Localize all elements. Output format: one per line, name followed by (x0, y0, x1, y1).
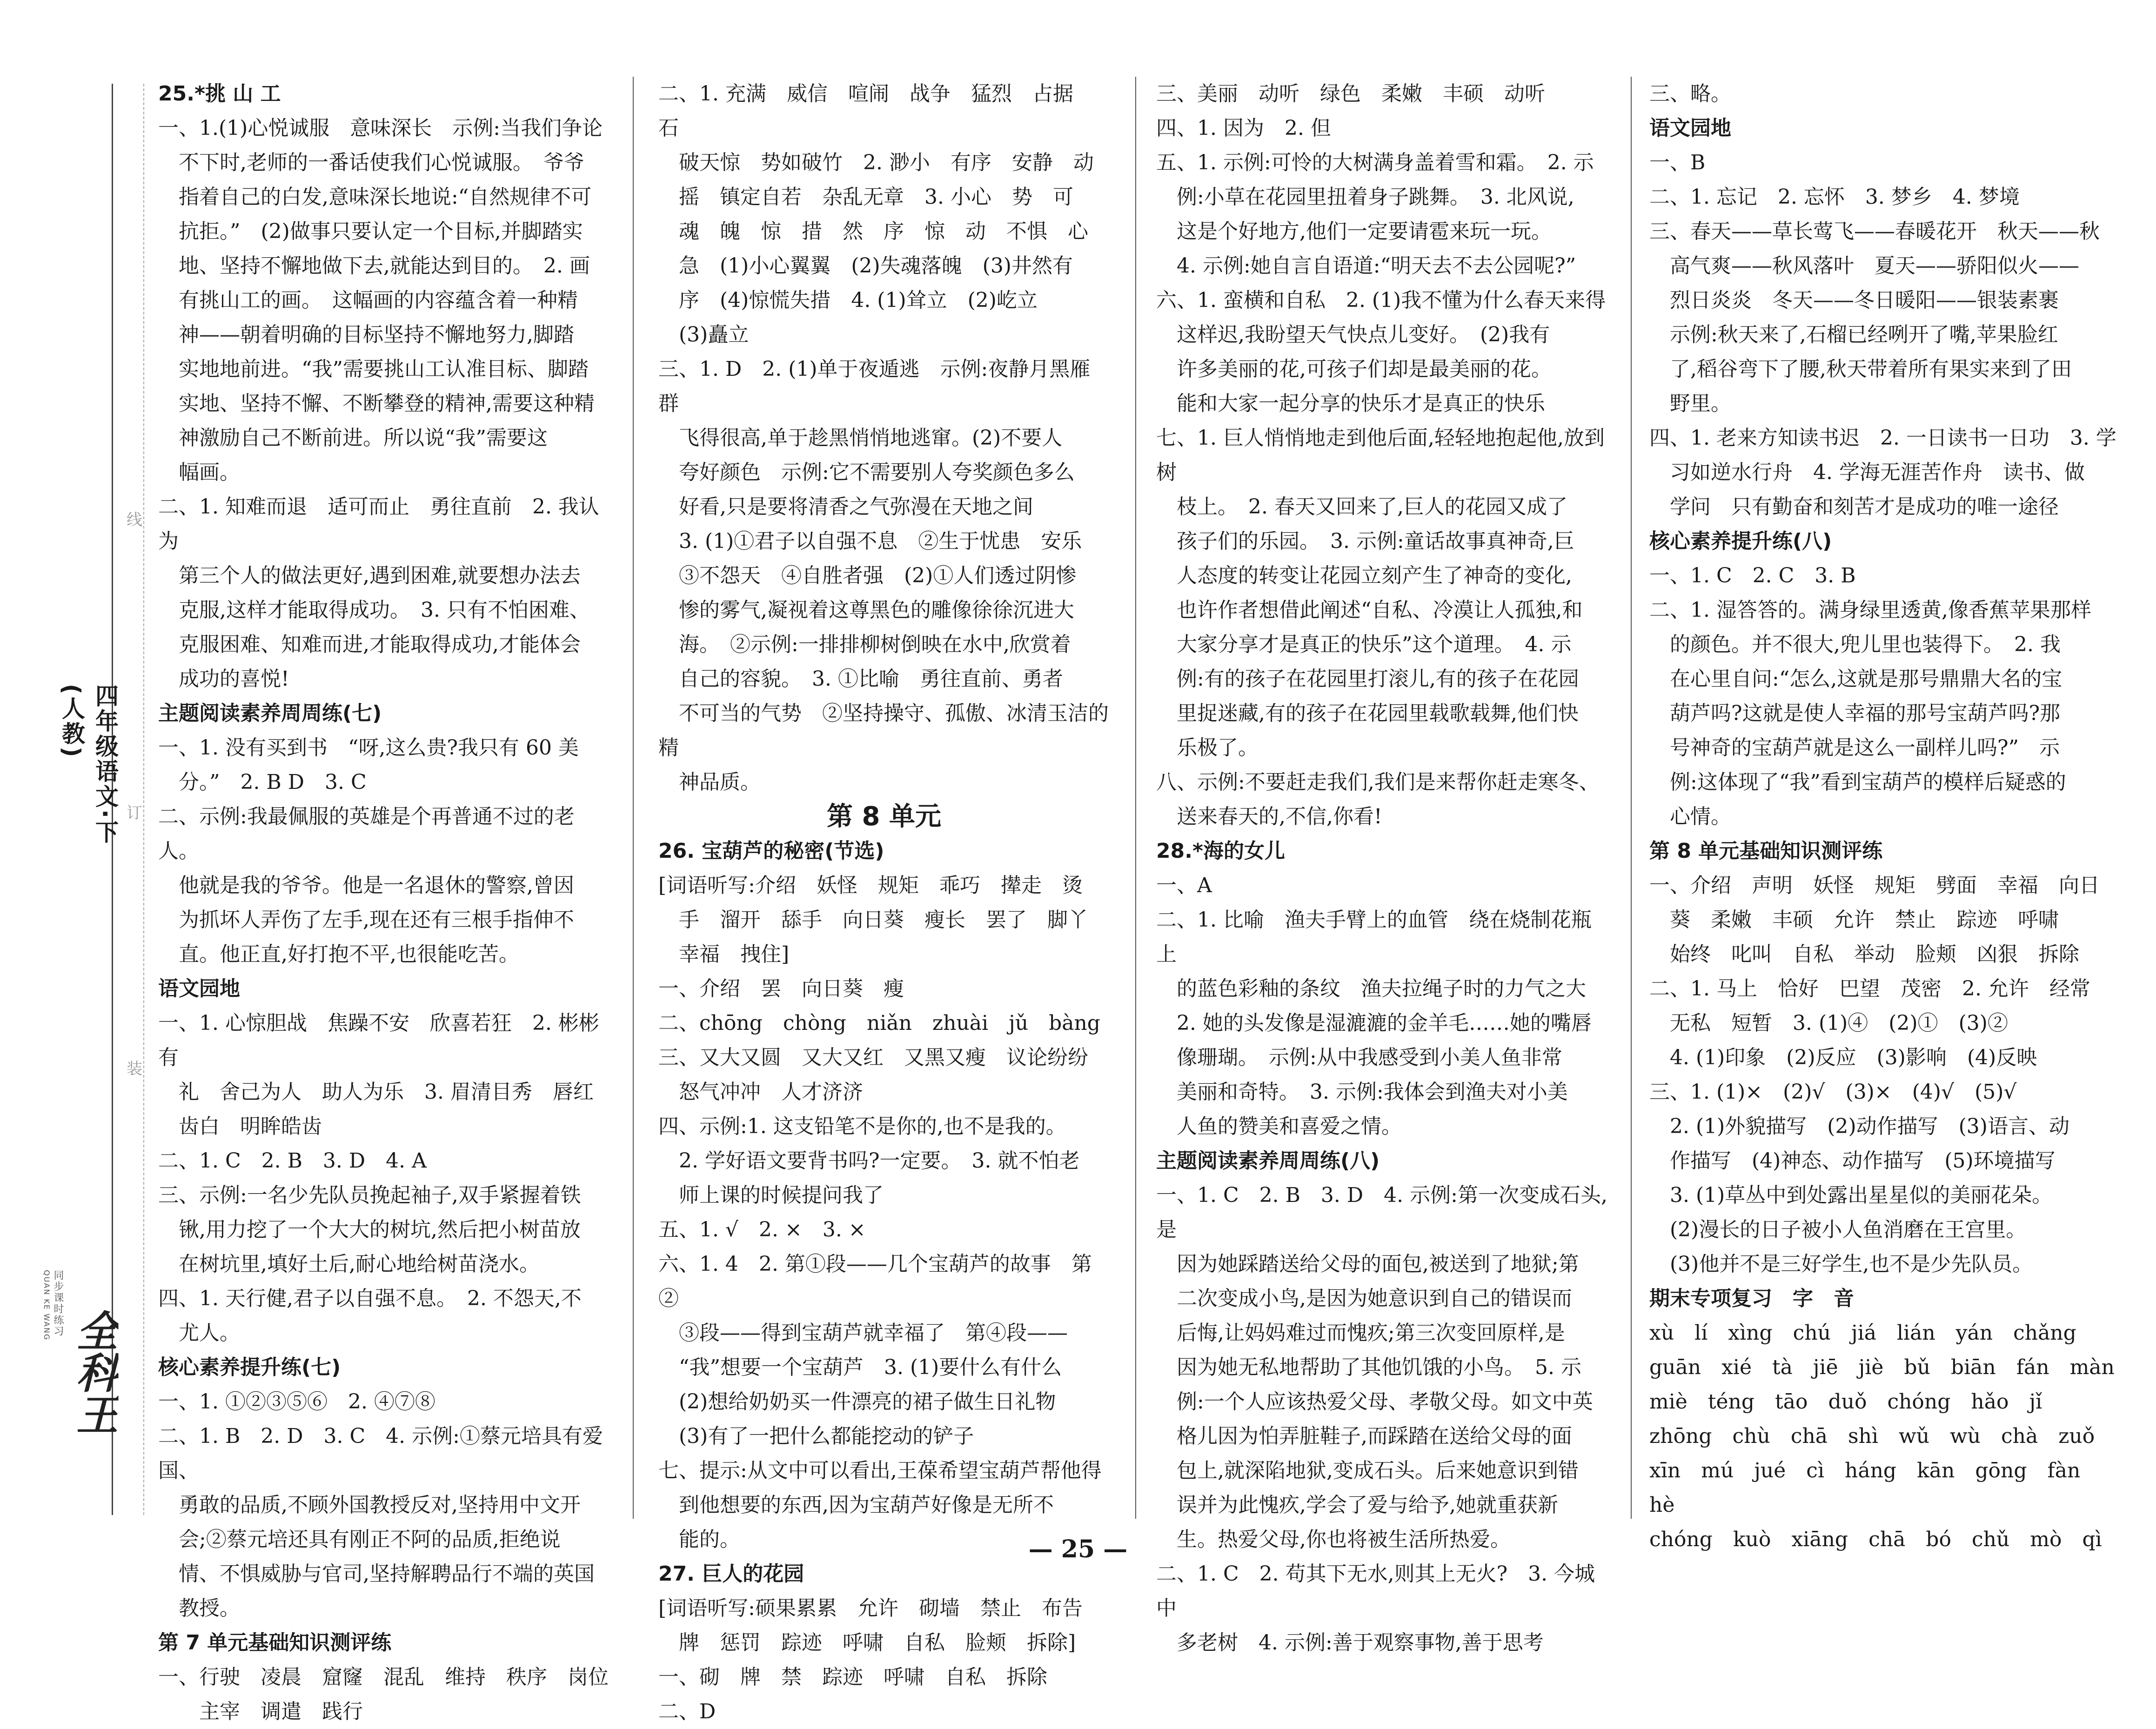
answer-block: 一、B (1649, 151, 1706, 174)
section-heading: 27. 巨人的花园 (658, 1562, 804, 1586)
answer-block: xù lí xìng chú jiá lián yán chǎng guān xié tà jiē jiè bǔ biān fán màn miè téng tāo duǒ chóng hǎo jǐ zhōng chù chā shì wǔ wù chà zuǒ xīn mú jué cì háng kān gōng fàn hè chóng kuò xiāng chā bó chǔ mò qì (1649, 1321, 2115, 1551)
binding-mark-line: 线 (127, 511, 142, 529)
answer-column-3 (1156, 77, 1607, 1660)
section-heading: 语文园地 (1649, 116, 1731, 140)
answer-block: 二、chōng chòng niǎn zhuài jǔ bàng (658, 1011, 1100, 1035)
section-heading: 第 8 单元基础知识测评练 (1649, 839, 1883, 863)
answer-block: 一、1. 没有买到书 “呀,这么贵?我只有 60 美 分。” 2. B D 3. C (158, 736, 579, 794)
answer-column-2 (658, 77, 1110, 1729)
answer-block: [词语听写:硕果累累 允许 砌墙 禁止 布告 牌 惩罚 踪迹 呼啸 自私 脸颊 拆除] (658, 1596, 1083, 1655)
answer-block: 二、D (658, 1700, 716, 1723)
section-heading: 28.*海的女儿 (1156, 839, 1285, 863)
answer-block: 六、1. 4 2. 第①段——几个宝葫芦的故事 第② ③段——得到宝葫芦就幸福了 第④段—— “我”想要一个宝葫芦 3. (1)要什么有什么 (2)想给奶奶买一件漂亮的裙子做生日礼物 (3)有了一把什么都能挖动的铲子 (658, 1252, 1092, 1448)
section-heading: 期末专项复习 字 音 (1649, 1287, 1854, 1310)
section-heading: 核心素养提升练(七) (158, 1355, 341, 1379)
answer-block: 二、1. C 2. B 3. D 4. A (158, 1149, 427, 1173)
answer-block: 一、砌 牌 禁 踪迹 呼啸 自私 拆除 (658, 1665, 1047, 1689)
section-heading: 主题阅读素养周周练(七) (158, 701, 382, 725)
answer-block: 二、1. 马上 恰好 巴望 茂密 2. 允许 经常 无私 短暂 3. (1)④ (2)① (3)② 4. (1)印象 (2)反应 (3)影响 (4)反映 (1649, 977, 2090, 1069)
answer-block: 五、1. √ 2. × 3. × (658, 1218, 866, 1242)
answer-block: 二、示例:我最佩服的英雄是个再普通不过的老人。 他就是我的爷爷。他是一名退休的警察,曾因 为抓坏人弄伤了左手,现在还有三根手指伸不 直。他正直,好打抱不平,也很能吃苦。 (158, 805, 575, 966)
column-divider (633, 77, 634, 1519)
answer-block: 四、1. 老来方知读书迟 2. 一日读书一日功 3. 学 习如逆水行舟 4. 学海无涯苦作舟 读书、做 学问 只有勤奋和刻苦才是成功的唯一途径 (1649, 426, 2116, 519)
answer-block: 二、1. 知难而退 适可而止 勇往直前 2. 我认为 第三个人的做法更好,遇到困难,就要想办法去 克服,这样才能取得成功。 3. 只有不怕困难、 克服困难、知难而进,才能取得成功,才能体会 成功的喜悦! (158, 495, 599, 691)
book-title: 四年级语文·下(人教) (58, 684, 119, 845)
answer-block: 二、1. 忘记 2. 忘怀 3. 梦乡 4. 梦境 (1649, 185, 2020, 209)
binding-cut-line (143, 84, 144, 1515)
answer-block: 三、1. (1)× (2)√ (3)× (4)√ (5)√ 2. (1)外貌描写 (2)动作描写 (3)语言、动 作描写 (4)神态、动作描写 (5)环境描写 3. (1)草丛中到处露出星星似的美丽花朵。 (2)漫长的日子被小人鱼消磨在王宫里。 (3)他并不是三好学生,也不是少先队员。 (1649, 1080, 2069, 1276)
section-heading: 主题阅读素养周周练(八) (1156, 1149, 1380, 1173)
answer-block: 三、略。 (1649, 82, 1731, 106)
answer-block: 五、1. 示例:可怜的大树满身盖着雪和霜。 2. 示 例:小草在花园里扭着身子跳舞。 3. 北风说, 这是个好地方,他们一定要请雹来玩一玩。 4. 示例:她自言自语道:“明天去不去公园呢?” (1156, 151, 1594, 278)
unit-heading: 第 8 单元 (827, 801, 941, 832)
answer-block: 三、春天——草长莺飞——春暖花开 秋天——秋 高气爽——秋风落叶 夏天——骄阳似火—— 烈日炎炎 冬天——冬日暖阳——银装素裹 示例:秋天来了,石榴已经咧开了嘴,苹果脸红 了,稻谷弯下了腰,秋天带着所有果实来到了田 野里。 (1649, 220, 2100, 415)
section-heading: 26. 宝葫芦的秘密(节选) (658, 839, 884, 863)
answer-block: 一、1. 心惊胆战 焦躁不安 欣喜若狂 2. 彬彬有 礼 舍己为人 助人为乐 3. 眉清目秀 唇红 齿白 明眸皓齿 (158, 1011, 599, 1138)
answer-block: 一、介绍 罢 向日葵 瘦 (658, 977, 904, 1001)
binding-mark-order: 订 (127, 804, 142, 822)
answer-block: 四、1. 天行健,君子以自强不息。 2. 不怨天,不 尤人。 (158, 1287, 582, 1345)
brand-pinyin: QUAN KE WANG (42, 1270, 51, 1341)
column-divider (1135, 77, 1136, 1519)
answer-block: 一、行驶 凌晨 窟窿 混乱 维持 秩序 岗位 主宰 调遣 践行 (158, 1665, 609, 1723)
binding-strip (0, 0, 144, 1599)
brand-logo: 全科王 (69, 1309, 118, 1435)
brand-subtitle: 同步课时练习 (52, 1270, 64, 1337)
section-heading: 第 7 单元基础知识测评练 (158, 1631, 392, 1655)
section-heading: 25.*挑 山 工 (158, 82, 281, 106)
answer-block: 二、1. 湿答答的。满身绿里透黄,像香蕉苹果那样 的颜色。并不很大,兜儿里也装得下。 2. 我 在心里自问:“怎么,这就是那号鼎鼎大名的宝 葫芦吗?这就是使人幸福的那号宝葫芦吗?那 号神奇的宝葫芦就是这么一副样儿吗?” 示 例:这体现了“我”看到宝葫芦的模样后疑惑的 心情。 (1649, 598, 2091, 828)
answer-block: 二、1. B 2. D 3. C 4. 示例:①蔡元培具有爱国、 勇敢的品质,不顾外国教授反对,坚持用中文开 会;②蔡元培还具有刚正不阿的品质,拒绝说 情、不惧威胁与官司,坚持解聘品行不端的英国 教授。 (158, 1424, 603, 1620)
answer-block: 七、提示:从文中可以看出,王葆希望宝葫芦帮他得 到他想要的东西,因为宝葫芦好像是无所不 能的。 (658, 1459, 1102, 1551)
section-heading: 核心素养提升练(八) (1649, 529, 1832, 553)
section-heading: 语文园地 (158, 977, 240, 1001)
answer-block: 一、A (1156, 874, 1212, 897)
answer-block: 一、1. C 2. C 3. B (1649, 564, 1856, 587)
answer-block: 四、示例:1. 这支铅笔不是你的,也不是我的。 2. 学好语文要背书吗?一定要。 3. 就不怕老 师上课的时候提问我了 (658, 1115, 1080, 1207)
answer-column-4 (1649, 77, 2119, 1557)
answer-block: 二、1. C 2. 苟其下无水,则其上无火? 3. 今城中 多老树 4. 示例:善于观察事物,善于思考 (1156, 1562, 1595, 1655)
answer-block: 三、又大又圆 又大又红 又黑又瘦 议论纷纷 怒气冲冲 人才济济 (658, 1046, 1088, 1104)
answer-column-1 (158, 77, 609, 1729)
page-number: — 25 — (1028, 1535, 1128, 1563)
answer-block: [词语听写:介绍 妖怪 规矩 乖巧 撵走 烫 手 溜开 舔手 向日葵 瘦长 罢了 脚丫 幸福 拽住] (658, 874, 1088, 966)
answer-block: 二、1. 比喻 渔夫手臂上的血管 绕在烧制花瓶上 的蓝色彩釉的条纹 渔夫拉绳子时的力气之大 2. 她的头发像是湿漉漉的金羊毛……她的嘴唇 像珊瑚。 示例:从中我感受到小美人鱼非常 美丽和奇特。 3. 示例:我体会到渔夫对小美 人鱼的赞美和喜爱之情。 (1156, 908, 1592, 1138)
answer-block: 七、1. 巨人悄悄地走到他后面,轻轻地抱起他,放到树 枝上。 2. 春天又回来了,巨人的花园又成了 孩子们的乐园。 3. 示例:童话故事真神奇,巨 人态度的转变让花园立刻产生了神奇的变化, 也许作者想借此阐述“自私、冷漠让人孤独,和 大家分享才是真正的快乐”这个道理。 4. 示 例:有的孩子在花园里打滚儿,有的孩子在花园 里捉迷藏,有的孩子在花园里载歌载舞,他们快 乐极了。 (1156, 426, 1605, 760)
answer-block: 三、示例:一名少先队员挽起袖子,双手紧握着铁 锹,用力挖了一个大大的树坑,然后把小树苗放 在树坑里,填好土后,耐心地给树苗浇水。 (158, 1183, 581, 1276)
answer-block: 一、1.(1)心悦诚服 意味深长 示例:当我们争论 不下时,老师的一番话使我们心悦诚服。 爷爷 指着自己的白发,意味深长地说:“自然规律不可 抗拒。” (2)做事只要认定一个目标,并脚踏实 地、坚持不懈地做下去,就能达到目的。 2. 画 有挑山工的画。 这幅画的内容蕴含着一种精 神——朝着明确的目标坚持不懈地努力,脚踏 实地地前进。“我”需要挑山工认准目标、脚踏 实地、坚持不懈、不断攀登的精神,需要这种精 神激励自己不断前进。所以说“我”需要这 幅画。 (158, 116, 603, 484)
answer-block: 一、1. C 2. B 3. D 4. 示例:第一次变成石头,是 因为她踩踏送给父母的面包,被送到了地狱;第 二次变成小鸟,是因为她意识到自己的错误而 后悔,让妈妈难过而愧疚;第三次变回原样,是 因为她无私地帮助了其他饥饿的小鸟。 5. 示 例:一个人应该热爱父母、孝敬父母。如文中英 格儿因为怕弄脏鞋子,而踩踏在送给父母的面 包上,就深陷地狱,变成石头。后来她意识到错 误并为此愧疚,学会了爱与给予,她就重获新 生。热爱父母,你也将被生活所热爱。 (1156, 1183, 1607, 1551)
answer-block: 一、介绍 声明 妖怪 规矩 劈面 幸福 向日 葵 柔嫩 丰硕 允许 禁止 踪迹 呼啸 始终 叱叫 自私 举动 脸颊 凶狠 拆除 (1649, 874, 2100, 966)
answer-block: 二、1. 充满 威信 喧闹 战争 猛烈 占据 石 破天惊 势如破竹 2. 渺小 有序 安静 动 摇 镇定自若 杂乱无章 3. 小心 势 可 魂 魄 惊 措 然 序 惊 动 不惧 心 急 (1)小心翼翼 (2)失魂落魄 (3)井然有 序 (4)惊慌失措 4. (1)耸立 (2)屹立 (3)矗立 (658, 82, 1094, 347)
answer-block: 六、1. 蛮横和自私 2. (1)我不懂为什么春天来得 这样迟,我盼望天气快点儿变好。 (2)我有 许多美丽的花,可孩子们却是最美丽的花。 能和大家一起分享的快乐才是真正的快乐 (1156, 288, 1606, 415)
answer-block: 四、1. 因为 2. 但 (1156, 116, 1331, 140)
answer-block: 三、美丽 动听 绿色 柔嫩 丰硕 动听 (1156, 82, 1545, 106)
binding-mark-bind: 装 (127, 1060, 142, 1078)
column-divider (1631, 77, 1632, 1519)
answer-block: 一、1. ①②③⑤⑥ 2. ④⑦⑧ (158, 1390, 435, 1414)
answer-block: 三、1. D 2. (1)单于夜遁逃 示例:夜静月黑雁群 飞得很高,单于趁黑悄悄地逃窜。(2)不要人 夸好颜色 示例:它不需要别人夸奖颜色多么 好看,只是要将清香之气弥漫在天地之间 3. (1)①君子以自强不息 ②生于忧患 安乐 ③不怨天 ④自胜者强 (2)①人们透过阴惨 惨的雾气,凝视着这尊黑色的雕像徐徐沉进大 海。 ②示例:一排排柳树倒映在水中,欣赏着 自己的容貌。 3. ①比喻 勇往直前、勇者 不可当的气势 ②坚持操守、孤傲、冰清玉洁的精 神品质。 (658, 357, 1109, 794)
answer-block: 八、示例:不要赶走我们,我们是来帮你赶走寒冬、 送来春天的,不信,你看! (1156, 770, 1600, 828)
